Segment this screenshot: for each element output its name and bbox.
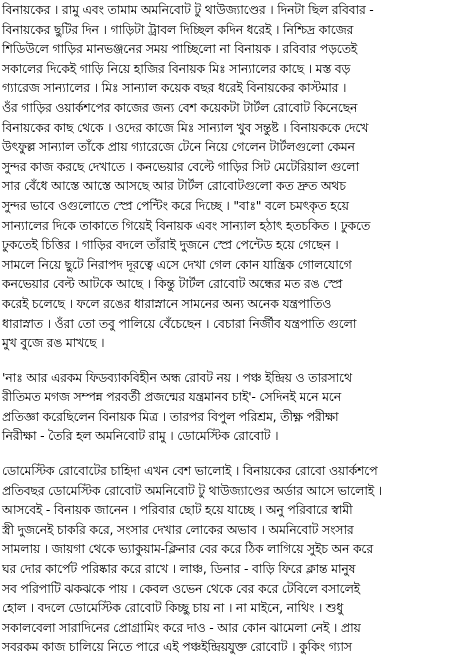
text-line: 'নাঃ আর এরকম ফিডব্যাকবিহীন অন্ধ রোবট নয় । পঞ্চ ইন্দ্রিয় ও তারসাথে: [2, 369, 352, 385]
text-line: ঢুকতেই চিত্তির । গাড়ির বদলে তাঁরাই দুজনে স্প্রে পেন্টেড হয়ে গেছেন ।: [2, 237, 339, 253]
text-line: সকালের দিকেই গাড়ি নিয়ে হাজির বিনায়ক মিঃ সান্যালের কাছে । মস্ত বড়: [2, 60, 351, 76]
text-line: বিনায়কের । রামু এবং তামাম অমনিবোট টু থাউজ্যাণ্ডের । দিনটা ছিল রবিবার -: [2, 2, 374, 17]
text-line: সামলে নিয়ে ছুটে নিরাপদ দূরত্বে এসে দেখা গেল কোন যান্ত্রিক গোলযোগে: [2, 256, 352, 272]
text-line: সব পরিপাটি ঝকঝকে পায় । কেবল ওভেন থেকে বের করে টেবিলে বসালেই: [2, 580, 360, 596]
text-line: বিনায়কের ছুটির দিন । গাড়িটা ট্রাবল দিচ্ছিল কদিন ধরেই । নিশ্চিদ্র কাজের: [2, 21, 354, 37]
text-line: ঘর দোর কার্পেট পরিষ্কার করে রাখে । লাঞ্চ, ডিনার - বাড়ি ফিরে ক্লান্ত মানুষ: [2, 561, 356, 577]
text-line: ধারাস্নাত । ওঁরা তো তবু পালিয়ে বেঁচেছেন । বেচারা নির্জীব যন্ত্রপাতি গুলো: [2, 315, 357, 331]
text-line: রীতিমত মগজ সম্পন্ন পরবর্তী প্রজন্মের যন্ত্রমানব চাই'- সেদিনই মনে মনে: [2, 389, 341, 405]
text-line: মুখ বুজে রঙ মাখছে ।: [2, 335, 105, 351]
text-line: বিনায়কের কাছ থেকে । ওদের কাজে মিঃ সান্যাল খুব সন্তুষ্ট । বিনায়ককে দেখে: [2, 119, 369, 135]
paragraph-gap: [0, 446, 456, 461]
text-line: হোল । বদলে ডোমেস্টিক রোবোট কিচ্ছু চায় না । না মাইনে, নাথিং । শুধু: [2, 600, 344, 616]
paragraph-3: [0, 461, 456, 657]
text-line: ওঁর গাড়ির ওয়ার্কশপের কাজের জন্য বেশ কয়েকটা টার্টল রোবোট কিনেছেন: [2, 99, 358, 115]
text-line: সার বেঁধে আস্তে আস্তে আসছে আর টার্টল রোবোটগুলো কত দ্রুত অথচ: [2, 178, 346, 194]
text-line: করেই চলেছে । ফলে রঙের ধারাস্নানে সামনের অন্য অনেক যন্ত্রপাতিও: [2, 295, 332, 311]
text-line: গ্যারেজ সান্যালের । মিঃ সান্যাল কয়েক বছর ধরেই বিনায়কের কাস্টমার ।: [2, 80, 347, 96]
text-line: সকালবেলা সারাদিনের প্রোগ্রামিং করে দাও - আর কোন ঝামেলা নেই । প্রায়: [2, 619, 361, 635]
text-line: শিডিউলে গাড়ির মানভঞ্জনের সময় পাচ্ছিলো না বিনায়ক । রবিবার পড়তেই: [2, 41, 358, 57]
text-line: ডোমেস্টিক রোবোটের চাহিদা এখন বেশ ভালোই । বিনায়কের রোবো ওয়ার্কশপে: [2, 463, 378, 479]
text-line: উৎফুল্ল সান্যাল তাঁকে প্রায় গ্যারেজে টেনে নিয়ে গেলেন টার্টলগুলো কেমন: [2, 139, 355, 155]
paragraph-gap: [0, 353, 456, 368]
text-line: স্ত্রী দুজনেই চাকরি করে, সংসার দেখার লোকের অভাব । অমনিবোট সংসার: [2, 521, 354, 537]
text-line: সবরকম কাজ চালিয়ে নিতে পারে এই পঞ্চইন্দ্রিয়যুক্ত রোবোট । কুকিং গ্যাস: [2, 639, 352, 655]
text-line: কনভেয়ার বেল্ট আটকে আছে । কিন্তু টার্টল রোবোট অন্ধের মত রঙ স্প্রে: [2, 276, 343, 292]
text-line: সামলায় । জায়গা থেকে ভ্যাকুয়াম-ক্লিনার বের করে ঠিক লাগিয়ে সুইচ অন করে: [2, 541, 374, 557]
text-line: নিরীক্ষা - তৈরি হল অমনিবোট রামু । ডোমেস্টিক রোবোট ।: [2, 428, 279, 444]
text-line: আসবেই - বিনায়ক জানেন । পরিবার ছোট হয়ে যাচ্ছে । অনু পরিবারে স্বামী: [2, 502, 353, 518]
paragraph-2: [0, 368, 456, 446]
text-line: প্রতিজ্ঞা করেছিলেন বিনায়ক মিত্র । তারপর বিপুল পরিশ্রম, তীক্ষ্ণ পরীক্ষা: [2, 408, 339, 424]
text-line: সুন্দর কাজ করছে দেখাতে । কনভেয়ার বেল্টে গাড়ির সিট মেটেরিয়াল গুলো: [2, 158, 359, 174]
text-line: সান্যালের দিকে তাকাতে গিয়েই বিনায়ক এবং সান্যাল হঠাৎ হতচকিত । ঢুকতে: [2, 217, 371, 233]
text-line: সুন্দর ভাবে ওগুলোতে স্প্রে পেন্টিং করে দিচ্ছে । "বাঃ" বলে চমৎকৃত হয়ে: [2, 197, 349, 213]
text-line: প্রতিবছর ডোমেস্টিক রোবোট অমনিবোট টু থাউজ্যাণ্ডের অর্ডার আসে ভালোই ।: [2, 482, 383, 498]
